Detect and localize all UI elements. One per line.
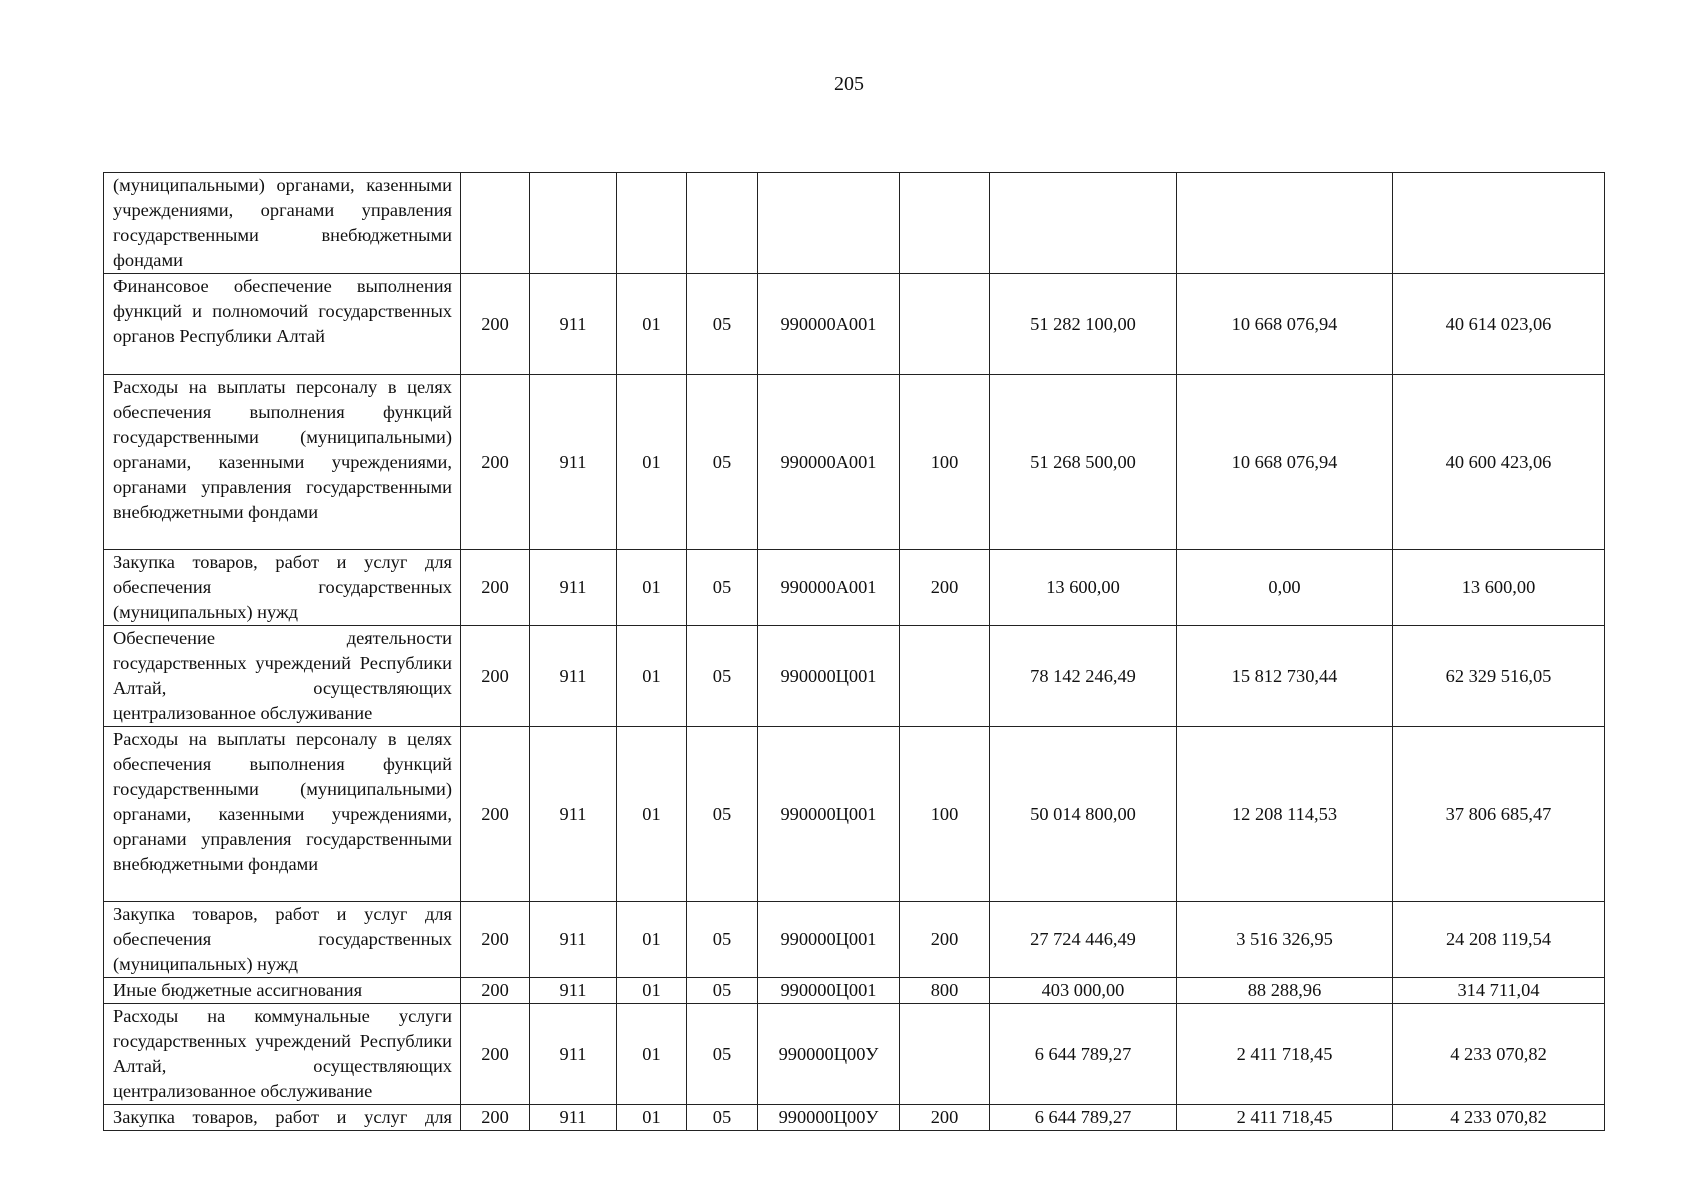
cell-amount-1 xyxy=(990,173,1177,274)
cell-amount-1: 51 282 100,00 xyxy=(990,274,1177,375)
cell-amount-3: 40 600 423,06 xyxy=(1393,375,1605,550)
cell-rz: 01 xyxy=(617,375,687,550)
table-row xyxy=(104,173,1605,274)
cell-amount-2: 0,00 xyxy=(1177,550,1393,626)
cell-amount-2: 3 516 326,95 xyxy=(1177,902,1393,978)
cell-amount-1: 78 142 246,49 xyxy=(990,626,1177,727)
cell-csr xyxy=(758,173,900,274)
cell-rz: 01 xyxy=(617,727,687,902)
cell-vr xyxy=(900,173,990,274)
cell-ved: 911 xyxy=(530,1105,617,1131)
cell-vr: 100 xyxy=(900,727,990,902)
cell-amount-3: 314 711,04 xyxy=(1393,978,1605,1004)
table-row xyxy=(104,274,1605,375)
cell-vr: 200 xyxy=(900,550,990,626)
cell-amount-2: 88 288,96 xyxy=(1177,978,1393,1004)
table-row xyxy=(104,626,1605,727)
table-row xyxy=(104,978,1605,1004)
cell-vr: 200 xyxy=(900,1105,990,1131)
cell-vr xyxy=(900,1004,990,1105)
cell-group: 200 xyxy=(461,550,530,626)
cell-csr: 990000Ц001 xyxy=(758,626,900,727)
cell-pr: 05 xyxy=(687,375,758,550)
row-description: Обеспечение деятельности государственных учреждений Республики Алтай, осуществляющих централизованное обслуживание xyxy=(104,626,461,727)
cell-group: 200 xyxy=(461,978,530,1004)
cell-rz: 01 xyxy=(617,978,687,1004)
cell-rz: 01 xyxy=(617,1004,687,1105)
cell-rz: 01 xyxy=(617,626,687,727)
cell-group: 200 xyxy=(461,727,530,902)
cell-amount-3 xyxy=(1393,173,1605,274)
cell-vr xyxy=(900,274,990,375)
cell-pr: 05 xyxy=(687,902,758,978)
cell-ved: 911 xyxy=(530,375,617,550)
table-row xyxy=(104,902,1605,978)
cell-ved: 911 xyxy=(530,727,617,902)
row-description: Закупка товаров, работ и услуг для обеспечения государственных (муниципальных) нужд xyxy=(104,902,461,978)
cell-amount-2: 15 812 730,44 xyxy=(1177,626,1393,727)
budget-table xyxy=(103,172,1605,1131)
cell-amount-1: 50 014 800,00 xyxy=(990,727,1177,902)
cell-vr: 100 xyxy=(900,375,990,550)
row-description: Расходы на выплаты персоналу в целях обеспечения выполнения функций государственными (муниципальными) органами, казенными учреждениями, органами управления государственными внебюджетными фондами xyxy=(104,375,461,550)
cell-vr: 200 xyxy=(900,902,990,978)
cell-rz xyxy=(617,173,687,274)
cell-rz: 01 xyxy=(617,902,687,978)
cell-ved: 911 xyxy=(530,1004,617,1105)
cell-amount-1: 27 724 446,49 xyxy=(990,902,1177,978)
table-row xyxy=(104,550,1605,626)
cell-csr: 990000Ц001 xyxy=(758,727,900,902)
table-row xyxy=(104,375,1605,550)
cell-amount-1: 6 644 789,27 xyxy=(990,1004,1177,1105)
cell-ved: 911 xyxy=(530,902,617,978)
cell-group: 200 xyxy=(461,1105,530,1131)
table-row xyxy=(104,1004,1605,1105)
cell-amount-3: 4 233 070,82 xyxy=(1393,1105,1605,1131)
row-description: Финансовое обеспечение выполнения функций и полномочий государственных органов Республики Алтай xyxy=(104,274,461,375)
cell-csr: 990000А001 xyxy=(758,375,900,550)
cell-pr: 05 xyxy=(687,274,758,375)
cell-amount-1: 13 600,00 xyxy=(990,550,1177,626)
cell-group: 200 xyxy=(461,375,530,550)
table-row xyxy=(104,727,1605,902)
cell-amount-3: 40 614 023,06 xyxy=(1393,274,1605,375)
cell-rz: 01 xyxy=(617,1105,687,1131)
cell-amount-3: 24 208 119,54 xyxy=(1393,902,1605,978)
cell-amount-3: 13 600,00 xyxy=(1393,550,1605,626)
cell-group: 200 xyxy=(461,902,530,978)
cell-rz: 01 xyxy=(617,274,687,375)
cell-pr: 05 xyxy=(687,626,758,727)
cell-ved: 911 xyxy=(530,550,617,626)
cell-csr: 990000Ц001 xyxy=(758,978,900,1004)
cell-amount-2: 10 668 076,94 xyxy=(1177,375,1393,550)
cell-amount-1: 51 268 500,00 xyxy=(990,375,1177,550)
cell-amount-1: 403 000,00 xyxy=(990,978,1177,1004)
cell-group: 200 xyxy=(461,274,530,375)
cell-pr: 05 xyxy=(687,978,758,1004)
cell-group xyxy=(461,173,530,274)
page-number: 205 xyxy=(834,73,864,95)
cell-csr: 990000Ц001 xyxy=(758,902,900,978)
row-description: Расходы на выплаты персоналу в целях обеспечения выполнения функций государственными (муниципальными) органами, казенными учреждениями, органами управления государственными внебюджетными фондами xyxy=(104,727,461,902)
cell-ved: 911 xyxy=(530,274,617,375)
cell-amount-3: 37 806 685,47 xyxy=(1393,727,1605,902)
row-description: Закупка товаров, работ и услуг для обеспечения государственных (муниципальных) нужд xyxy=(104,550,461,626)
cell-csr: 990000А001 xyxy=(758,274,900,375)
table-row xyxy=(104,1105,1605,1131)
cell-amount-2: 2 411 718,45 xyxy=(1177,1105,1393,1131)
cell-group: 200 xyxy=(461,626,530,727)
cell-vr: 800 xyxy=(900,978,990,1004)
row-description: Расходы на коммунальные услуги государственных учреждений Республики Алтай, осуществляющих централизованное обслуживание xyxy=(104,1004,461,1105)
cell-amount-2 xyxy=(1177,173,1393,274)
cell-pr: 05 xyxy=(687,1105,758,1131)
cell-pr: 05 xyxy=(687,550,758,626)
cell-ved: 911 xyxy=(530,626,617,727)
cell-amount-2: 2 411 718,45 xyxy=(1177,1004,1393,1105)
cell-csr: 990000А001 xyxy=(758,550,900,626)
cell-group: 200 xyxy=(461,1004,530,1105)
row-description: Закупка товаров, работ и услуг для xyxy=(104,1105,461,1131)
row-description: (муниципальными) органами, казенными учреждениями, органами управления государственными внебюджетными фондами xyxy=(104,173,461,274)
cell-amount-1: 6 644 789,27 xyxy=(990,1105,1177,1131)
cell-ved xyxy=(530,173,617,274)
cell-pr xyxy=(687,173,758,274)
cell-pr: 05 xyxy=(687,1004,758,1105)
cell-vr xyxy=(900,626,990,727)
row-description: Иные бюджетные ассигнования xyxy=(104,978,461,1004)
cell-amount-3: 62 329 516,05 xyxy=(1393,626,1605,727)
cell-rz: 01 xyxy=(617,550,687,626)
cell-amount-2: 10 668 076,94 xyxy=(1177,274,1393,375)
cell-amount-3: 4 233 070,82 xyxy=(1393,1004,1605,1105)
cell-csr: 990000Ц00У xyxy=(758,1004,900,1105)
cell-csr: 990000Ц00У xyxy=(758,1105,900,1131)
cell-ved: 911 xyxy=(530,978,617,1004)
cell-amount-2: 12 208 114,53 xyxy=(1177,727,1393,902)
cell-pr: 05 xyxy=(687,727,758,902)
